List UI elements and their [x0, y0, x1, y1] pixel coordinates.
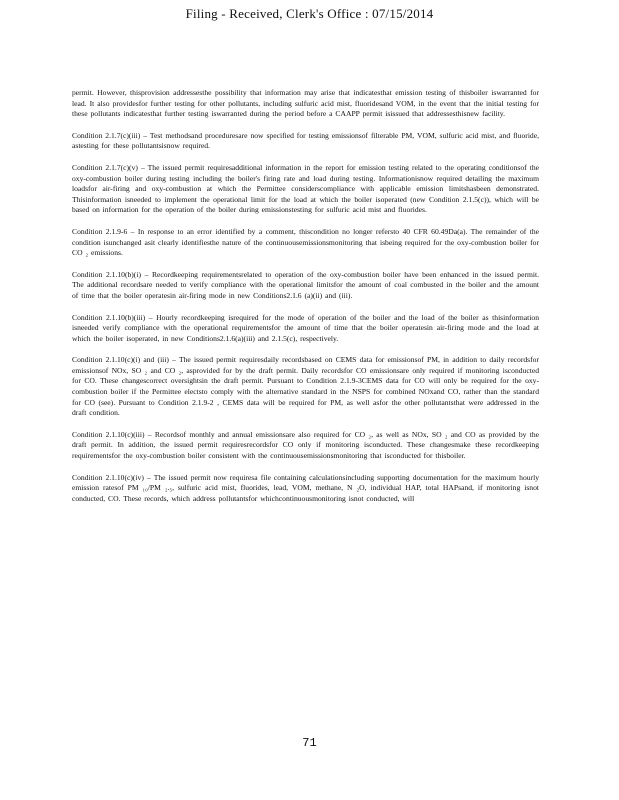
- paragraph-condition-2-1-10-c-i-iii: Condition 2.1.10(c)(i) and (iii) – The issued permit requiresdaily recordsbased on CEMS data for emissionsof PM, in addition to daily recordsfor emissionsof NOx, SO ₂ and CO ₂, asprovided for by the draft permit. Daily recordsfor CO emissionsare only required if monitoring isconducted for CO. These changescorrect oversightsin the draft permit. Pursuant to Condition 2.1.9-3CEMS data for CO will only be required for the oxy-combustion boiler if the Permittee electsto comply with the alternative standard in the NSPS for combined NOxand CO, rather than the standard for CO (see). Pursuant to Condition 2.1.9-2 , CEMS data will be required for PM, as well asfor the other pollutantsthat were addressed in the draft condition.: [72, 355, 539, 418]
- paragraph-condition-2-1-7-c-iii: Condition 2.1.7(c)(iii) – Test methodsand proceduresare now specified for testing emissionsof filterable PM, VOM, sulfuric acid mist, and fluoride, astesting for these pollutantsisnow required.: [72, 130, 539, 151]
- paragraph-condition-2-1-7-c-v: Condition 2.1.7(c)(v) – The issued permit requiresadditional information in the report for emission testing related to the operating conditionsof the oxy-combustion boiler during testing including the boiler's firing rate and load during testing. Informationisnow required detailing the maximum loadsfor air-firing and oxy-combustion at which the Permittee considerscompliance with applicable emission limitshasbeen demonstrated. Thisinformation isneeded to implement the operational limit for the load at which the boiler isoperated (new Condition 2.1.5(c)), which will be based on information for the operation of the boiler during emissionstesting for sulfuric acid mist and fluorides.: [72, 162, 539, 215]
- filing-stamp-header: Filing - Received, Clerk's Office : 07/15/2014: [185, 6, 434, 21]
- paragraph-condition-2-1-9-6: Condition 2.1.9-6 – In response to an error identified by a comment, thiscondition no longer refersto 40 CFR 60.49Da(a). The remainder of the condition isunchanged asit clearly identifiesthe nature of the continuousemissionsmonitoring that isbeing required for the oxy-combustion boiler for CO ₂ emissions.: [72, 226, 539, 258]
- paragraph-condition-2-1-10-c-iv: Condition 2.1.10(c)(iv) – The issued permit now requiresa file containing calculationsincluding supporting documentation for the maximum hourly emission ratesof PM ₁₀/PM ₂.₅, sulfuric acid mist, fluorides, lead, VOM, methane, N ₂O, individual HAP, total HAPsand, if monitoring isnot conducted, CO. These records, which address pollutantsfor whichcontinuousmonitoring isnot conducted, will: [72, 472, 539, 503]
- paragraph-lead-testing: permit. However, thisprovision addressesthe possibility that information may arise that indicatesthat emission testing of thisboiler iswarranted for lead. It also providesfor further testing for other pollutants, including sulfuric acid mist, fluoridesand VOM, in the event that the initial testing for these pollutants indicatesthat further testing iswarranted during the period before a CAAPP permit isissued that addressesthisnew facility.: [72, 88, 539, 119]
- paragraph-condition-2-1-10-c-iii: Condition 2.1.10(c)(iii) – Recordsof monthly and annual emissionsare also required for CO ₂, as well as NOx, SO ₂ and CO as provided by the draft permit. In addition, the issued permit requiresrecordsfor CO only if monitoring isconducted. These changesmake these recordkeeping requirementsfor the oxy-combustion boiler consistent with the continuousemissionsmonitoring that isconducted for thisboiler.: [72, 429, 539, 461]
- paragraph-condition-2-1-10-b-i: Condition 2.1.10(b)(i) – Recordkeeping requirementsrelated to operation of the oxy-combustion boiler have been enhanced in the issued permit. The additional recordsare needed to verify compliance with the operational limitsfor the amount of coal combusted in the boiler and the amount of time that the boiler operatesin air-firing mode in new Conditions2.1.6 (a)(ii) and (iii).: [72, 269, 539, 300]
- paragraph-condition-2-1-10-b-iii: Condition 2.1.10(b)(iii) – Hourly recordkeeping isrequired for the mode of operation of the boiler and the load of the boiler as thisinformation isneeded verify compliance with the operational requirementsfor the amount of time that the boiler operatesin air-firing mode and the load at which the boiler isoperated, in new Conditions2.1.6(a)(iii) and 2.1.5(c), respectively.: [72, 312, 539, 343]
- page-number: 71: [302, 736, 317, 750]
- document-body: [72, 88, 539, 515]
